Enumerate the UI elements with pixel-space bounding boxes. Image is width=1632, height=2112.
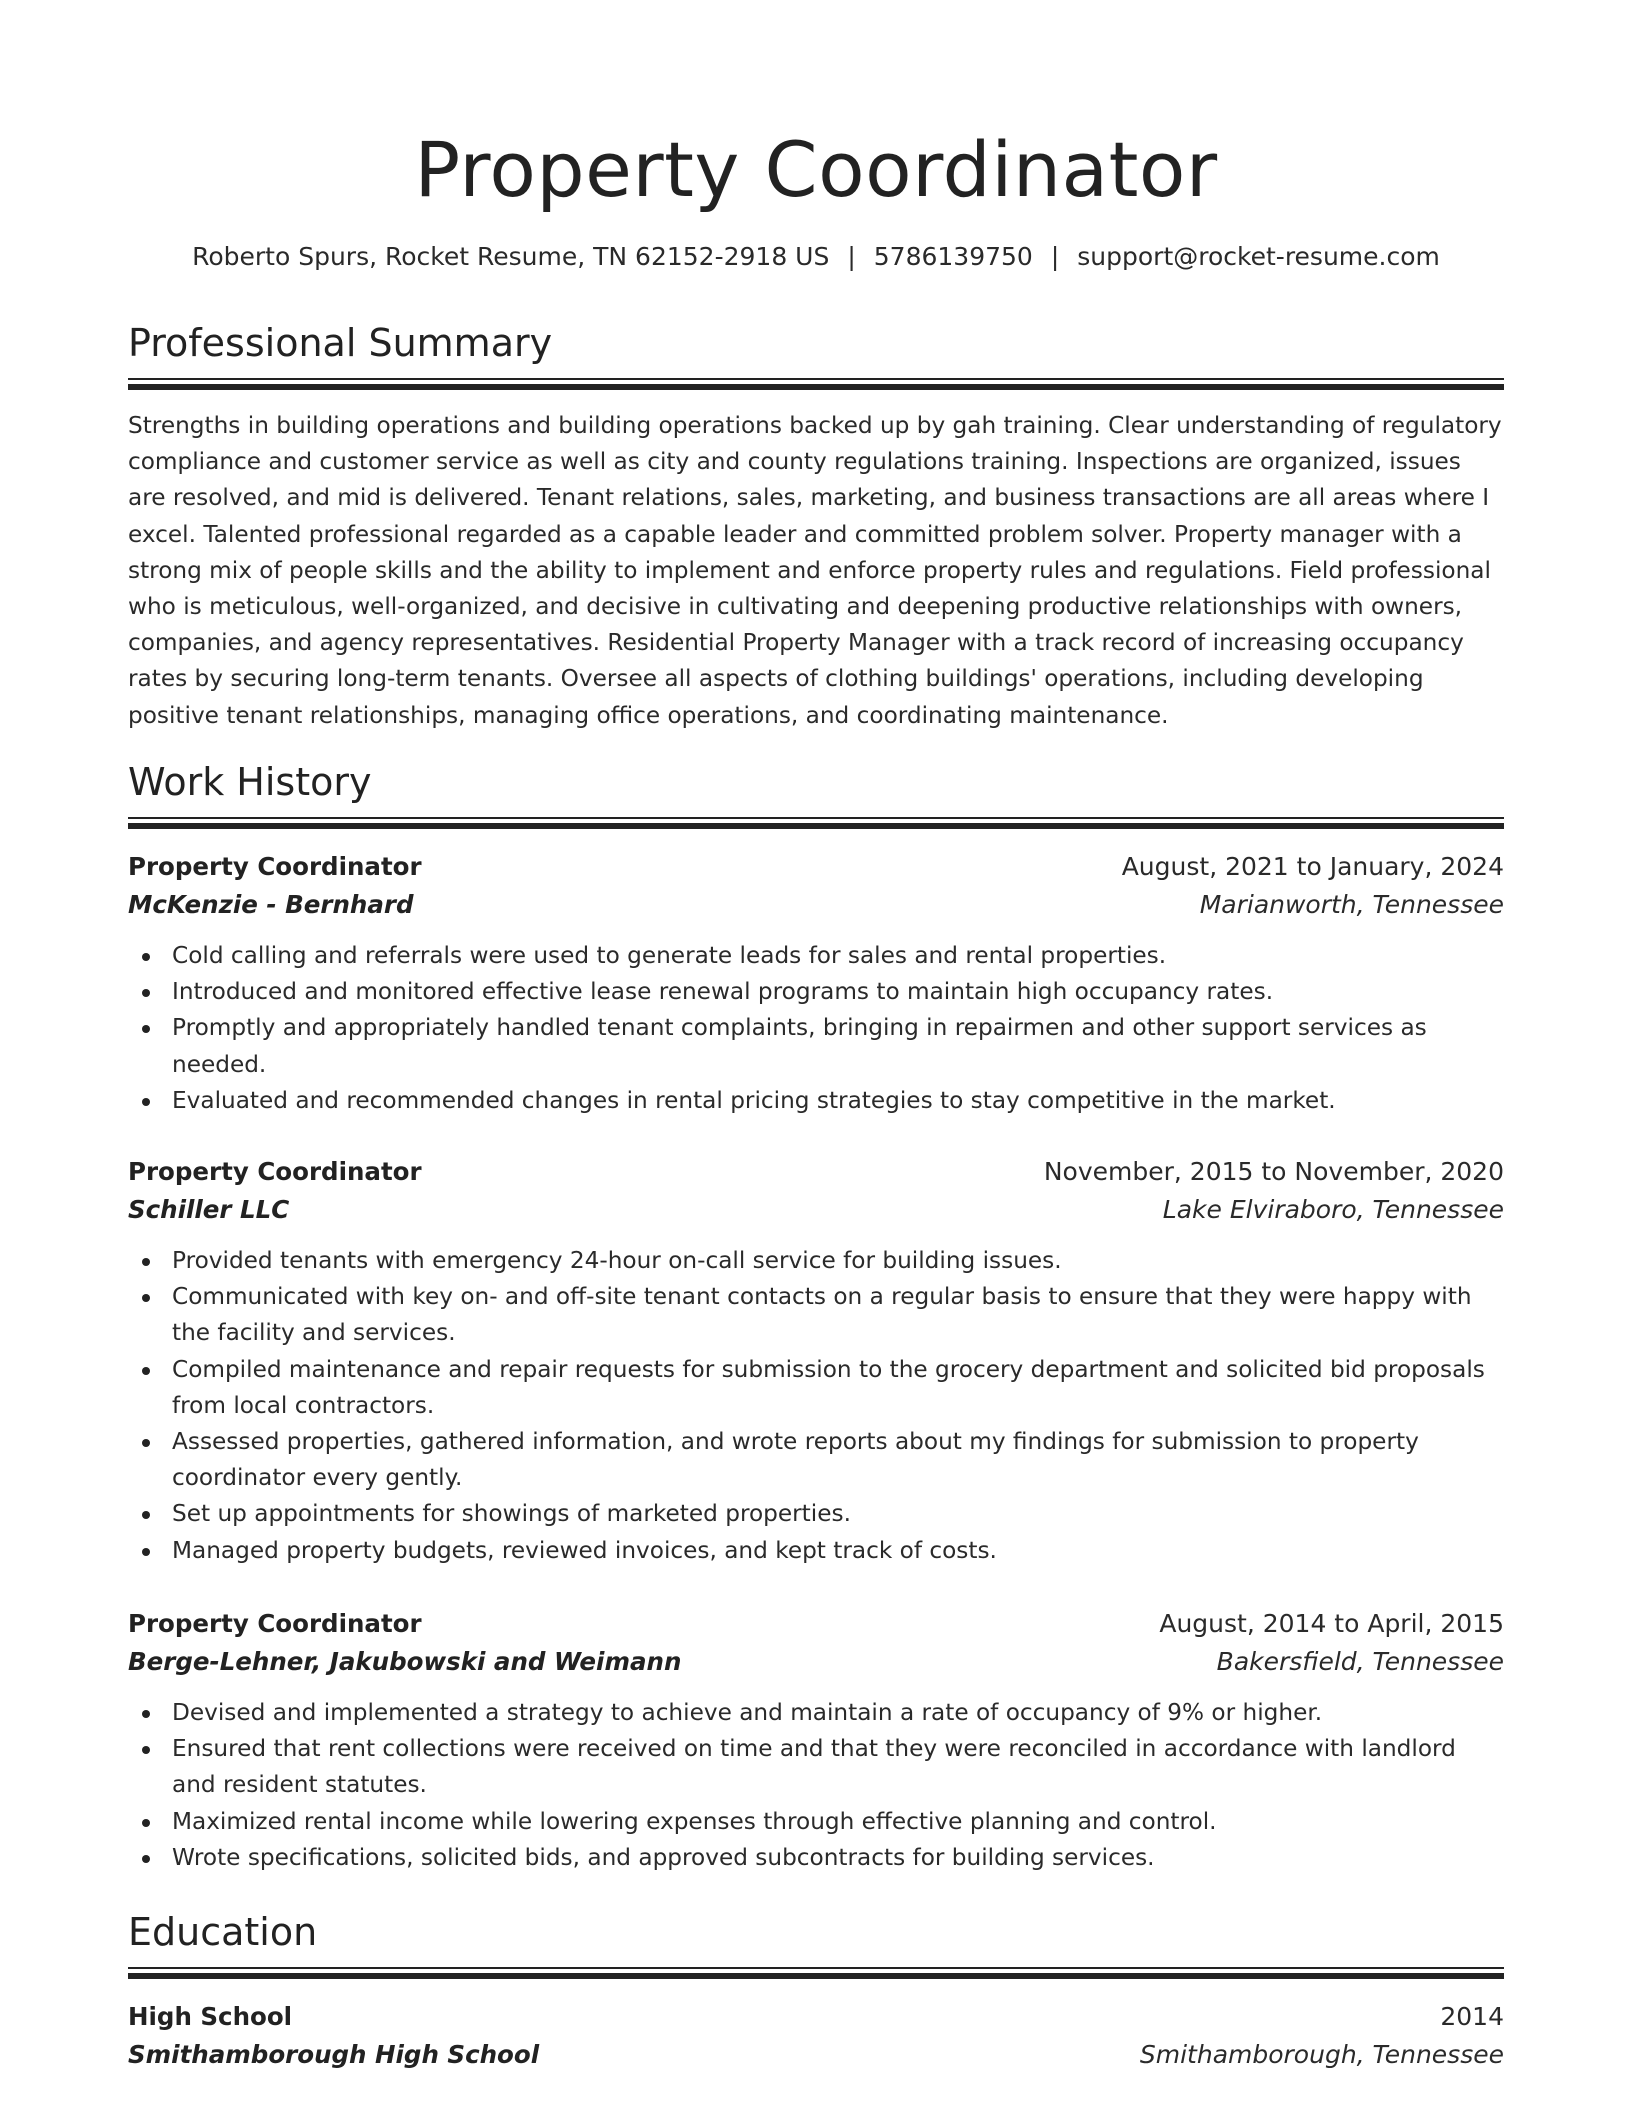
contact-phone: 5786139750: [873, 242, 1033, 271]
section-title-work: Work History: [128, 760, 372, 804]
summary-text: Strengths in building operations and building operations backed up by gah training. Clear understanding of regulatory compliance and customer service as well as city and county regulations training. Inspections are organized, issues are resolved, and mid is delivered. Tenant relations, sales, marketing, and business transactions are all areas where I excel. Talented professional regarded as a capable leader and committed problem solver. Property manager with a strong mix of people skills and the ability to implement and enforce property rules and regulations. Field professional who is meticulous, well-organized, and decisive in cultivating and deepening productive relationships with owners, companies, and agency representatives. Residential Property Manager with a track record of increasing occupancy rates by securing long-term tenants. Oversee all aspects of clothing buildings' operations, including developing positive tenant relationships, managing office operations, and coordinating maintenance.: [128, 412, 1502, 729]
contact-separator: |: [1050, 242, 1060, 271]
list-item: Maximized rental income while lowering expenses through effective planning and control.: [172, 1804, 1504, 1840]
contact-address: Roberto Spurs, Rocket Resume, TN 62152-2918 US: [192, 242, 830, 271]
job-company: McKenzie - Bernhard: [128, 890, 414, 919]
job-location: Bakersfield, Tennessee: [1216, 1647, 1504, 1676]
section-divider: [128, 378, 1504, 390]
list-item: Devised and implemented a strategy to achieve and maintain a rate of occupancy of 9% or higher.: [172, 1695, 1504, 1731]
section-divider: [128, 1967, 1504, 1979]
contact-email: support@rocket-resume.com: [1077, 242, 1440, 271]
list-item: Set up appointments for showings of marketed properties.: [172, 1496, 1504, 1532]
job-dates: August, 2014 to April, 2015: [1159, 1609, 1504, 1638]
job-dates: August, 2021 to January, 2024: [1121, 852, 1504, 881]
education-school: Smithamborough High School: [128, 2040, 540, 2069]
list-item: Communicated with key on- and off-site tenant contacts on a regular basis to ensure that they were happy with the facility and services.: [172, 1279, 1504, 1351]
job-title: Property Coordinator: [128, 1157, 422, 1186]
list-item: Cold calling and referrals were used to generate leads for sales and rental properties.: [172, 938, 1504, 974]
list-item: Introduced and monitored effective lease renewal programs to maintain high occupancy rates.: [172, 974, 1504, 1010]
section-divider: [128, 817, 1504, 829]
list-item: Provided tenants with emergency 24-hour on-call service for building issues.: [172, 1243, 1504, 1279]
job-bullets: [128, 1243, 1504, 1569]
section-title-education: Education: [128, 1910, 318, 1954]
resume-name: Property Coordinator: [414, 125, 1218, 214]
job-company: Berge-Lehner, Jakubowski and Weimann: [128, 1647, 682, 1676]
job-company: Schiller LLC: [128, 1195, 290, 1224]
list-item: Managed property budgets, reviewed invoices, and kept track of costs.: [172, 1533, 1504, 1569]
job-location: Lake Elviraboro, Tennessee: [1162, 1195, 1504, 1224]
list-item: Ensured that rent collections were received on time and that they were reconciled in accordance with landlord and resident statutes.: [172, 1731, 1504, 1803]
job-entry: [128, 1605, 1504, 1876]
job-entry: [128, 848, 1504, 1119]
list-item: Wrote specifications, solicited bids, and approved subcontracts for building services.: [172, 1840, 1504, 1876]
list-item: Compiled maintenance and repair requests for submission to the grocery department and solicited bid proposals from local contractors.: [172, 1352, 1504, 1424]
job-location: Marianworth, Tennessee: [1199, 890, 1504, 919]
education-degree: High School: [128, 2002, 293, 2031]
section-title-summary: Professional Summary: [128, 321, 553, 365]
job-entry: [128, 1153, 1504, 1569]
list-item: Promptly and appropriately handled tenant complaints, bringing in repairmen and other support services as needed.: [172, 1010, 1504, 1082]
list-item: Evaluated and recommended changes in rental pricing strategies to stay competitive in the market.: [172, 1083, 1504, 1119]
education-year: 2014: [1440, 2002, 1504, 2031]
contact-line: [128, 240, 1504, 274]
education-location: Smithamborough, Tennessee: [1139, 2040, 1504, 2069]
list-item: Assessed properties, gathered information, and wrote reports about my findings for submission to property coordinator every gently.: [172, 1424, 1504, 1496]
contact-separator: |: [847, 242, 856, 271]
job-title: Property Coordinator: [128, 852, 422, 881]
job-bullets: [128, 1695, 1504, 1876]
job-bullets: [128, 938, 1504, 1119]
education-entry: [128, 1998, 1504, 2074]
job-title: Property Coordinator: [128, 1609, 422, 1638]
job-dates: November, 2015 to November, 2020: [1043, 1157, 1504, 1186]
